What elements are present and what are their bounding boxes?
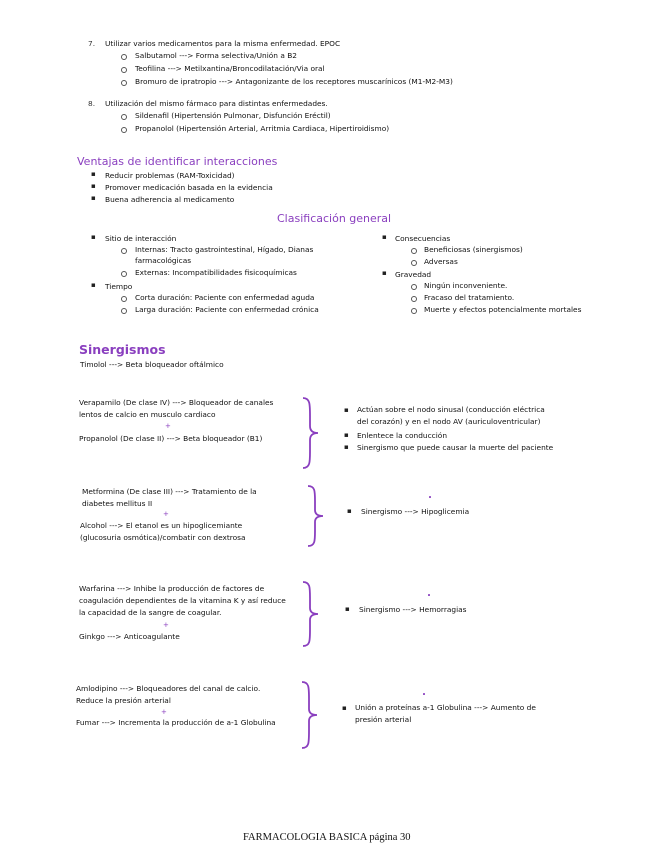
clasificacion-heading: Clasificación general xyxy=(277,212,392,225)
list-item: Propanolol (Hipertensión Arterial, Arritmia Cardiaca, Hipertiroidismo) xyxy=(135,124,390,133)
block-line: Reduce la presión arterial xyxy=(76,696,171,705)
bullet-icon: ▪ xyxy=(91,194,96,202)
circle-bullet-icon xyxy=(411,260,417,266)
list-item: Internas: Tracto gastrointestinal, Hígado, Dianas xyxy=(135,245,314,254)
bullet-icon: ▪ xyxy=(345,605,350,613)
block-line: diabetes mellitus II xyxy=(82,499,153,508)
curly-brace-icon xyxy=(299,680,321,750)
plus-sign: + xyxy=(161,708,167,716)
list-item: Corta duración: Paciente con enfermedad aguda xyxy=(135,293,315,302)
curly-brace-icon xyxy=(305,484,327,548)
timolol-line: Timolol ---> Beta bloqueador oftálmico xyxy=(80,360,224,369)
synergy-block-4-right xyxy=(355,702,536,726)
circle-bullet-icon xyxy=(121,114,127,120)
bullet-icon: ▪ xyxy=(91,170,96,178)
block-line: coagulación dependientes de la vitamina K y así reduce xyxy=(79,596,286,605)
block-line: la capacidad de la sangre de coagular. xyxy=(79,608,222,617)
list-number: 8. xyxy=(88,99,96,108)
list-item: Sitio de interacción xyxy=(105,234,177,243)
circle-bullet-icon xyxy=(121,248,127,254)
block-line: Metformina (De clase III) ---> Tratamiento de la xyxy=(82,487,257,496)
bullet-icon: ▪ xyxy=(344,443,349,451)
circle-bullet-icon xyxy=(121,67,127,73)
list-item: Larga duración: Paciente con enfermedad crónica xyxy=(135,305,319,314)
synergy-block-1-left xyxy=(79,397,273,421)
list-item: Fracaso del tratamiento. xyxy=(424,293,515,302)
synergy-block-3-left xyxy=(79,583,286,619)
section-7-text: Utilizar varios medicamentos para la misma enfermedad. EPOC xyxy=(105,39,341,48)
block-line: del corazón) y en el nodo AV (auriculoventricular) xyxy=(357,417,541,426)
bullet-icon: ▪ xyxy=(382,269,387,277)
circle-bullet-icon xyxy=(411,248,417,254)
block-line: Verapamilo (De clase IV) ---> Bloqueador de canales xyxy=(79,398,274,407)
bullet-icon: ▪ xyxy=(342,704,347,712)
bullet-icon: ▪ xyxy=(344,431,349,439)
block-line: Ginkgo ---> Anticoagulante xyxy=(79,632,180,641)
list-item: Reducir problemas (RAM-Toxicidad) xyxy=(105,171,235,180)
list-item: Tiempo xyxy=(105,282,133,291)
block-line: presión arterial xyxy=(355,715,412,724)
block-line: Sinergismo ---> Hipoglicemia xyxy=(361,507,470,516)
list-item-continuation: farmacológicas xyxy=(135,256,192,265)
list-item: Adversas xyxy=(424,257,458,266)
bullet-icon: ▪ xyxy=(382,233,387,241)
bullet-icon: ▪ xyxy=(347,507,352,515)
accent-dot xyxy=(423,693,425,695)
block-line: lentos de calcio en musculo cardiaco xyxy=(79,410,216,419)
list-item: Buena adherencia al medicamento xyxy=(105,195,235,204)
block-line: Fumar ---> Incrementa la producción de a-1 Globulina xyxy=(76,718,276,727)
bullet-icon: ▪ xyxy=(91,281,96,289)
circle-bullet-icon xyxy=(411,308,417,314)
plus-sign: + xyxy=(165,422,171,430)
list-item: Salbutamol ---> Forma selectiva/Unión a B2 xyxy=(135,51,297,60)
block-line: Propanolol (De clase II) ---> Beta bloqueador (B1) xyxy=(79,434,263,443)
block-line: Actúan sobre el nodo sinusal (conducción eléctrica xyxy=(357,405,545,414)
synergy-block-1-right xyxy=(357,404,545,428)
page-footer: FARMACOLOGIA BASICA página 30 xyxy=(243,832,411,843)
block-line: Alcohol ---> El etanol es un hipoglicemiante xyxy=(80,521,243,530)
curly-brace-icon xyxy=(300,580,322,648)
list-item: Consecuencias xyxy=(395,234,451,243)
bullet-icon: ▪ xyxy=(91,233,96,241)
list-item: Gravedad xyxy=(395,270,432,279)
block-line: Enlentece la conducción xyxy=(357,431,448,440)
synergy-block-2-left xyxy=(82,486,257,510)
list-item: Bromuro de ipratropio ---> Antagonizante de los receptores muscarínicos (M1-M2-M3) xyxy=(135,77,453,86)
block-line: Unión a proteínas a-1 Globulina ---> Aumento de xyxy=(355,703,536,712)
circle-bullet-icon xyxy=(121,127,127,133)
sinergismos-heading: Sinergismos xyxy=(79,342,166,357)
section-8-text: Utilización del mismo fármaco para distintas enfermedades. xyxy=(105,99,328,108)
list-item: Beneficiosas (sinergismos) xyxy=(424,245,523,254)
block-line: Warfarina ---> Inhibe la producción de factores de xyxy=(79,584,265,593)
list-item: Teofilina ---> Metilxantina/Broncodilatación/Via oral xyxy=(135,64,325,73)
block-line: Sinergismo que puede causar la muerte del paciente xyxy=(357,443,554,452)
block-line: (glucosuria osmótica)/combatir con dextrosa xyxy=(80,533,246,542)
circle-bullet-icon xyxy=(121,80,127,86)
circle-bullet-icon xyxy=(411,284,417,290)
accent-dot xyxy=(429,496,431,498)
circle-bullet-icon xyxy=(411,296,417,302)
block-line: Amlodipino ---> Bloqueadores del canal de calcio. xyxy=(76,684,261,693)
synergy-block-2-left-b xyxy=(80,520,246,544)
circle-bullet-icon xyxy=(121,271,127,277)
ventajas-heading: Ventajas de identificar interacciones xyxy=(77,155,278,168)
plus-sign: + xyxy=(163,621,169,629)
plus-sign: + xyxy=(163,510,169,518)
bullet-icon: ▪ xyxy=(91,182,96,190)
list-item: Muerte y efectos potencialmente mortales xyxy=(424,305,582,314)
synergy-block-4-left xyxy=(76,683,260,707)
bullet-icon: ▪ xyxy=(344,406,349,414)
circle-bullet-icon xyxy=(121,296,127,302)
list-item: Sildenafil (Hipertensión Pulmonar, Disfunción Eréctil) xyxy=(135,111,331,120)
accent-dot xyxy=(428,594,430,596)
list-item: Promover medicación basada en la evidencia xyxy=(105,183,273,192)
list-item: Externas: Incompatibilidades fisicoquímicas xyxy=(135,268,297,277)
block-line: Sinergismo ---> Hemorragias xyxy=(359,605,467,614)
list-item: Ningún inconveniente. xyxy=(424,281,508,290)
circle-bullet-icon xyxy=(121,54,127,60)
list-number: 7. xyxy=(88,39,96,48)
circle-bullet-icon xyxy=(121,308,127,314)
curly-brace-icon xyxy=(300,396,322,470)
